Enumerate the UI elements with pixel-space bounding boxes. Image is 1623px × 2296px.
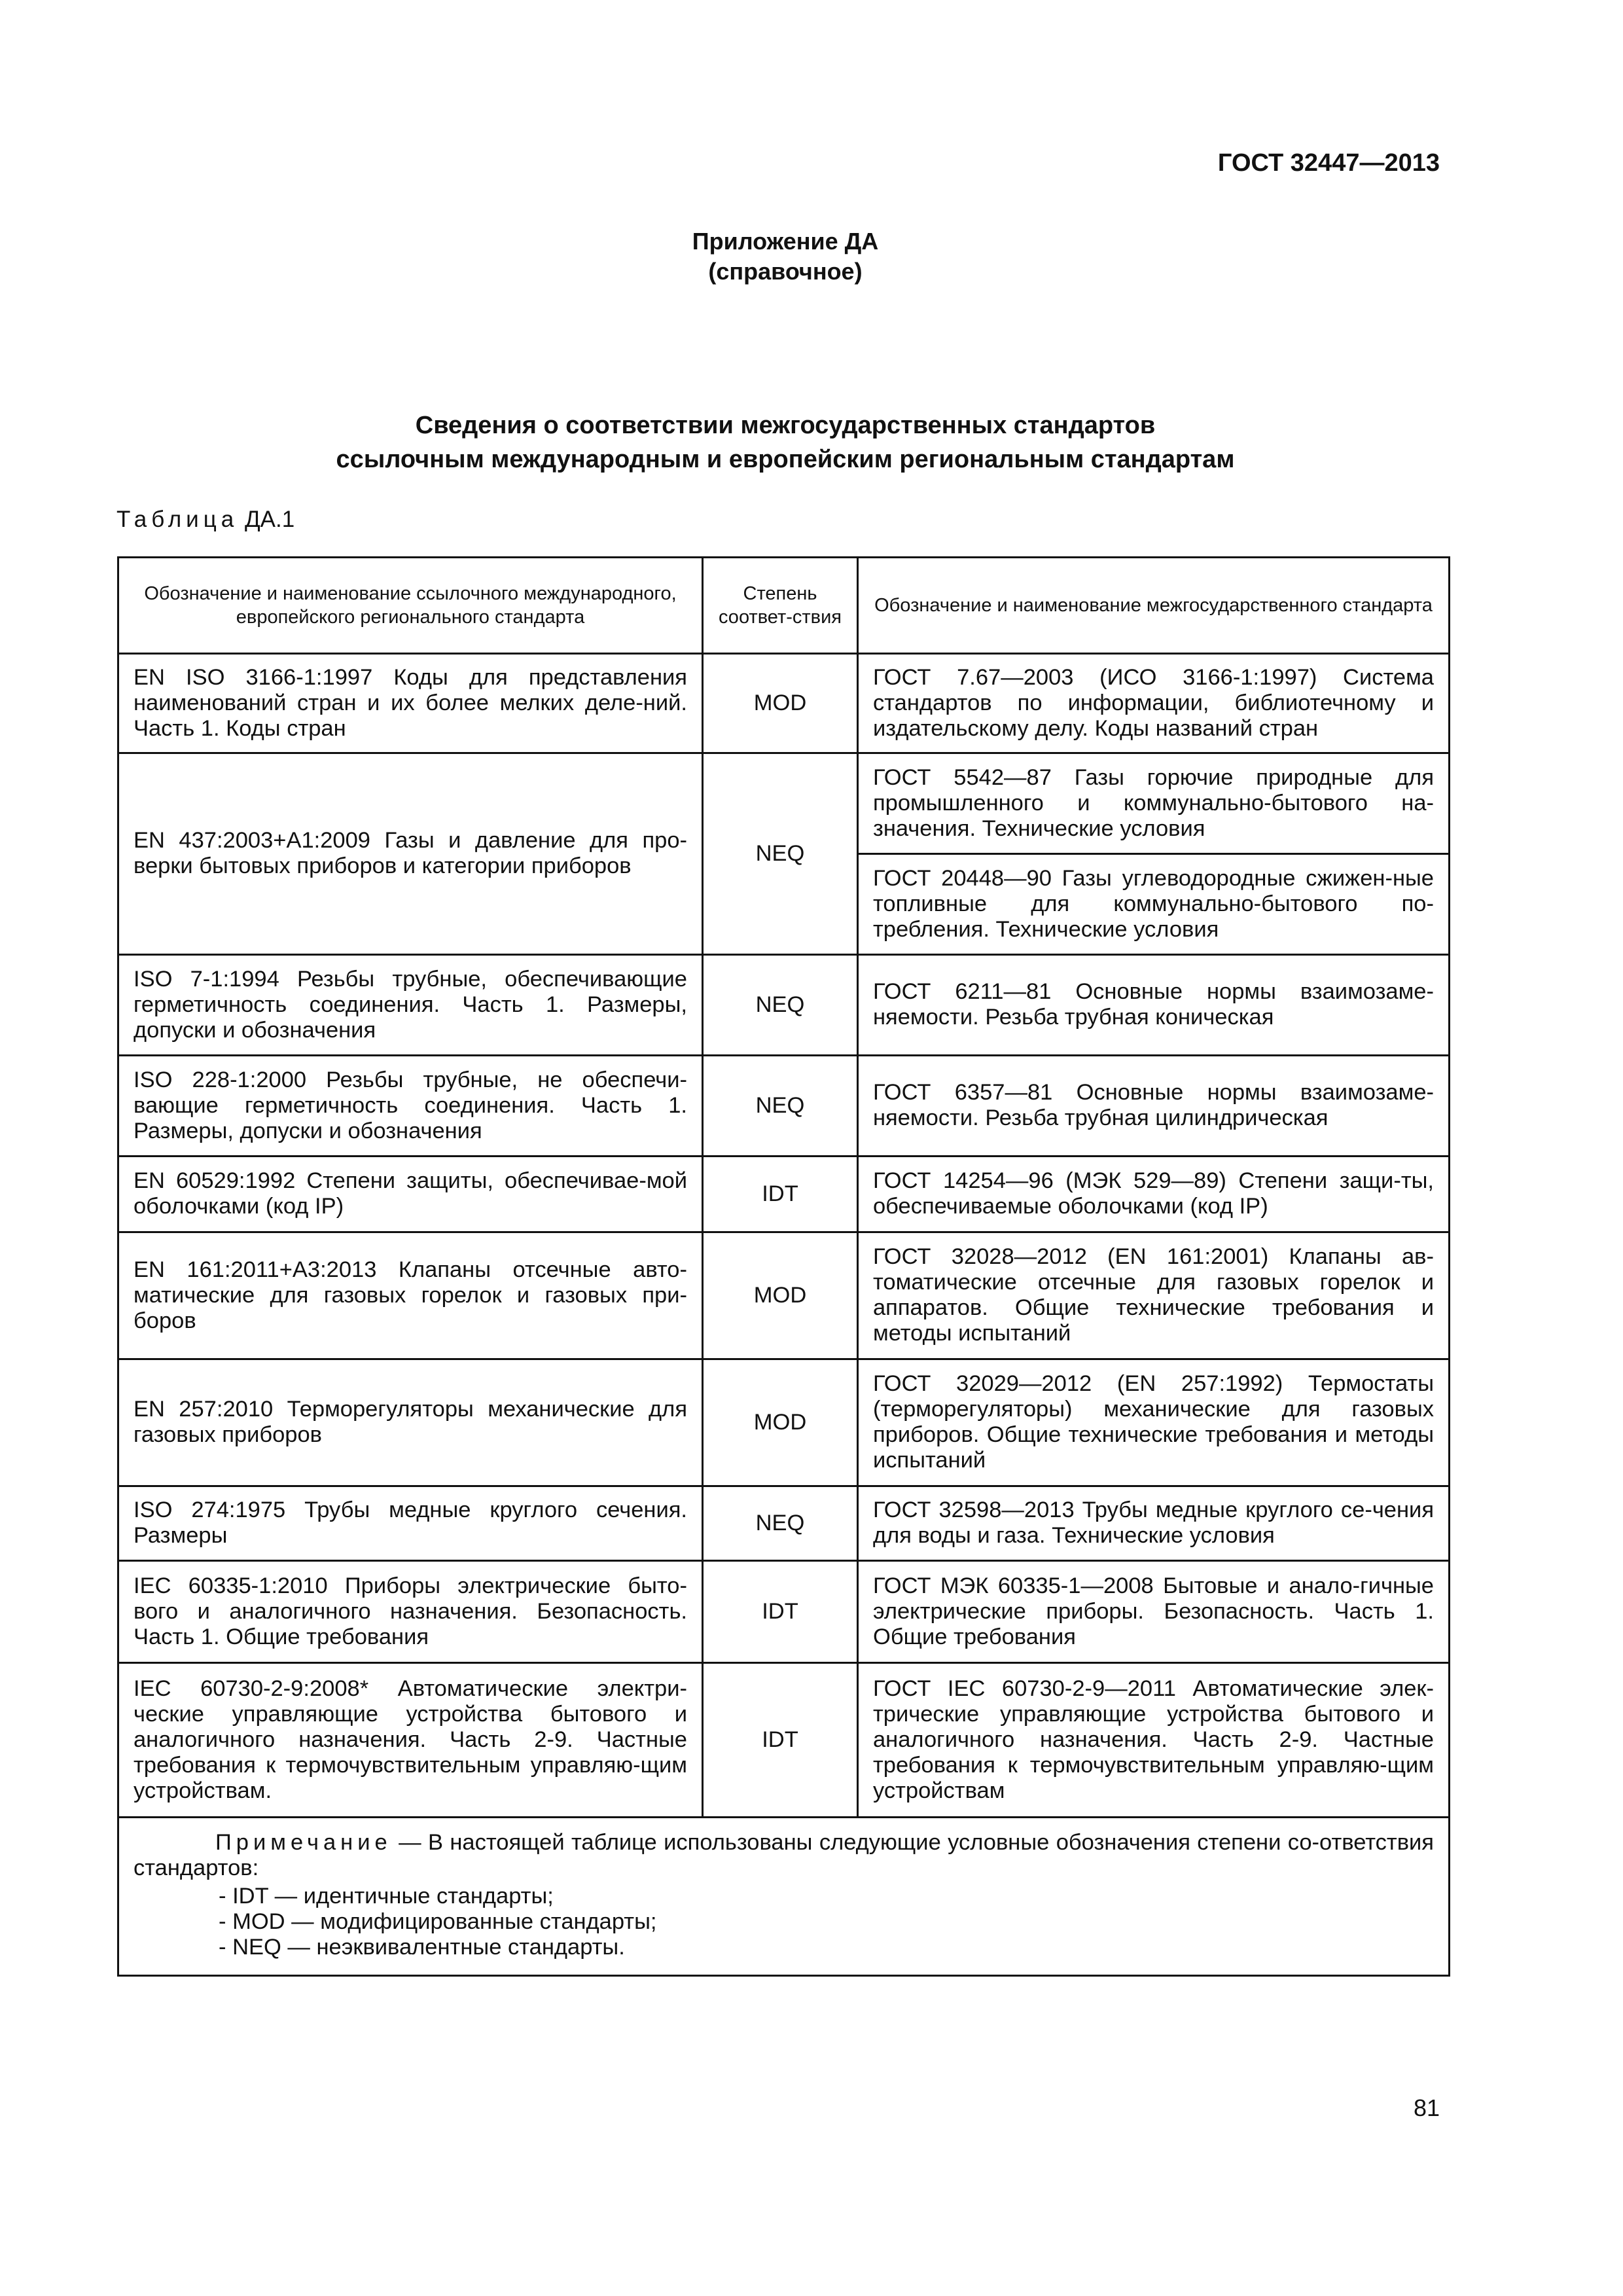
section-title: [0, 408, 1571, 476]
ref-standard-cell: IEC 60730-2-9:2008* Автоматические электри-ческие управляющие устройства бытового и аналогичного назначения. Часть 2-9. Частные требования к термочувствительным управляю-щим устройствам.: [118, 1663, 703, 1818]
table-row: [118, 1561, 1450, 1663]
interstate-standard-cell: ГОСТ 14254—96 (МЭК 529—89) Степени защи-ты, обеспечиваемые оболочками (код IP): [858, 1157, 1450, 1232]
interstate-standard-cell: ГОСТ 32029—2012 (EN 257:1992) Термостаты (терморегуляторы) механические для газовых приборов. Общие технические требования и методы испытаний: [858, 1359, 1450, 1486]
header-ref-standard: Обозначение и наименование ссылочного международного, европейского регионального стандарта: [118, 558, 703, 654]
appendix-subtitle: (справочное): [708, 258, 863, 285]
page-number: 81: [1413, 2094, 1440, 2121]
degree-cell: MOD: [703, 1232, 858, 1359]
document-code: ГОСТ 32447—2013: [1217, 149, 1440, 177]
degree-cell: NEQ: [703, 753, 858, 955]
interstate-standard-cell: ГОСТ 20448—90 Газы углеводородные сжижен-ные топливные для коммунально-бытового по-требления. Технические условия: [858, 854, 1450, 955]
table-row: [118, 1232, 1450, 1359]
note-list: [134, 1884, 1434, 1960]
ref-standard-cell: IEC 60335-1:2010 Приборы электрические быто-вого и аналогичного назначения. Безопасность. Часть 1. Общие требования: [118, 1561, 703, 1663]
interstate-standard-cell: ГОСТ IEC 60730-2-9—2011 Автоматические элек-трические управляющие устройства бытового и аналогичного назначения. Часть 2-9. Частные требования к термочувствительным управляю-щим устройствам: [858, 1663, 1450, 1818]
table-caption-label: Таблица: [116, 507, 239, 532]
interstate-standard-cell: ГОСТ 7.67—2003 (ИСО 3166-1:1997) Система стандартов по информации, библиотечному и издательскому делу. Коды названий стран: [858, 654, 1450, 753]
note-label: Примечание: [215, 1830, 392, 1855]
degree-cell: IDT: [703, 1561, 858, 1663]
note-list-item: - MOD — модифицированные стандарты;: [219, 1909, 1434, 1935]
table-note-row: [118, 1818, 1450, 1976]
table-row: [118, 1486, 1450, 1561]
table-row: [118, 955, 1450, 1056]
interstate-standard-cell: ГОСТ МЭК 60335-1—2008 Бытовые и анало-гичные электрические приборы. Безопасность. Часть 1. Общие требования: [858, 1561, 1450, 1663]
ref-standard-cell: ISO 7-1:1994 Резьбы трубные, обеспечивающие герметичность соединения. Часть 1. Размеры, допуски и обозначения: [118, 955, 703, 1056]
ref-standard-cell: ISO 274:1975 Трубы медные круглого сечения. Размеры: [118, 1486, 703, 1561]
table-row: [118, 1056, 1450, 1157]
interstate-standard-cell: ГОСТ 6211—81 Основные нормы взаимозаме-няемости. Резьба трубная коническая: [858, 955, 1450, 1056]
table-header-row: [118, 558, 1450, 654]
table-row: [118, 1359, 1450, 1486]
header-interstate-standard: Обозначение и наименование межгосударственного стандарта: [858, 558, 1450, 654]
note-paragraph: [134, 1830, 1434, 1881]
appendix-heading: [0, 226, 1571, 287]
section-title-line-1: Сведения о соответствии межгосударственных стандартов: [415, 412, 1156, 439]
interstate-standard-cell: ГОСТ 32598—2013 Трубы медные круглого се-чения для воды и газа. Технические условия: [858, 1486, 1450, 1561]
table-caption-number: ДА.1: [244, 507, 295, 532]
table-row: [118, 753, 1450, 854]
table-caption: [116, 507, 294, 533]
standards-correspondence-table: [117, 556, 1450, 1977]
degree-cell: MOD: [703, 1359, 858, 1486]
degree-cell: NEQ: [703, 955, 858, 1056]
ref-standard-cell: EN 161:2011+A3:2013 Клапаны отсечные авто-матические для газовых горелок и газовых при-боров: [118, 1232, 703, 1359]
ref-standard-cell: ISO 228-1:2000 Резьбы трубные, не обеспечи-вающие герметичность соединения. Часть 1. Размеры, допуски и обозначения: [118, 1056, 703, 1157]
note-text: — В настоящей таблице использованы следующие условные обозначения степени со-ответствия стандартов:: [134, 1830, 1434, 1880]
section-title-line-2: ссылочным международным и европейским региональным стандартам: [336, 446, 1235, 473]
table-row: [118, 654, 1450, 753]
interstate-standard-cell: ГОСТ 6357—81 Основные нормы взаимозаме-няемости. Резьба трубная цилиндрическая: [858, 1056, 1450, 1157]
ref-standard-cell: EN 437:2003+A1:2009 Газы и давление для про-верки бытовых приборов и категории приборов: [118, 753, 703, 955]
table-row: [118, 1663, 1450, 1818]
degree-cell: NEQ: [703, 1486, 858, 1561]
ref-standard-cell: EN 60529:1992 Степени защиты, обеспечивае-мой оболочками (код IP): [118, 1157, 703, 1232]
table-row: [118, 1157, 1450, 1232]
degree-cell: MOD: [703, 654, 858, 753]
header-degree: Степень соответ-ствия: [703, 558, 858, 654]
note-list-item: - IDT — идентичные стандарты;: [219, 1884, 1434, 1909]
ref-standard-cell: EN 257:2010 Терморегуляторы механические для газовых приборов: [118, 1359, 703, 1486]
degree-cell: IDT: [703, 1157, 858, 1232]
interstate-standard-cell: ГОСТ 5542—87 Газы горючие природные для промышленного и коммунально-бытового на-значения. Технические условия: [858, 753, 1450, 854]
table-note: [118, 1818, 1450, 1976]
degree-cell: IDT: [703, 1663, 858, 1818]
interstate-standard-cell: ГОСТ 32028—2012 (EN 161:2001) Клапаны ав-томатические отсечные для газовых горелок и аппаратов. Общие технические требования и методы испытаний: [858, 1232, 1450, 1359]
appendix-title: Приложение ДА: [692, 228, 879, 255]
ref-standard-cell: EN ISO 3166-1:1997 Коды для представления наименований стран и их более мелких деле-ний. Часть 1. Коды стран: [118, 654, 703, 753]
degree-cell: NEQ: [703, 1056, 858, 1157]
note-list-item: - NEQ — неэквивалентные стандарты.: [219, 1935, 1434, 1960]
